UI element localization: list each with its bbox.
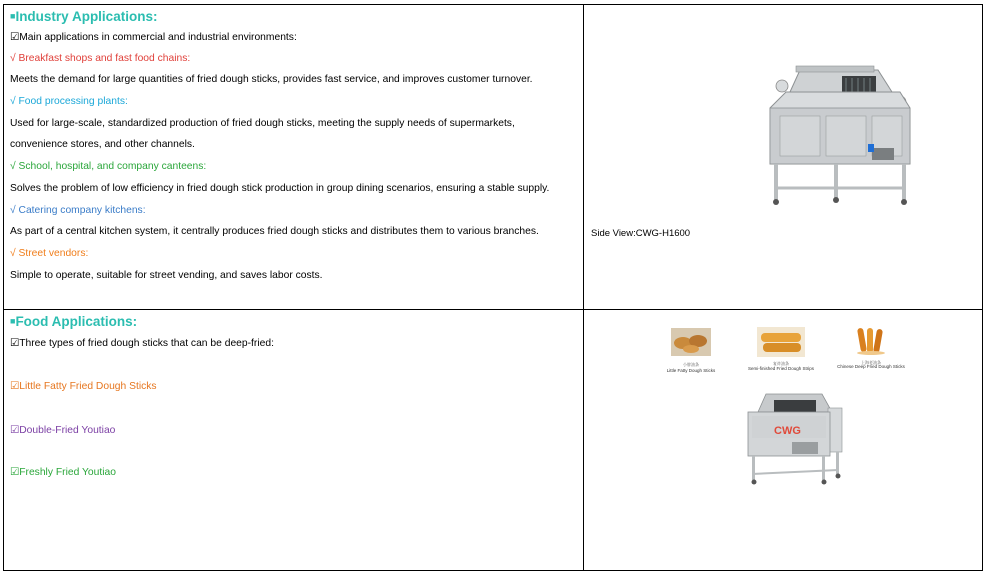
food-title	[10, 314, 137, 329]
square-bullet-icon: ■	[10, 316, 16, 326]
square-bullet-icon: ■	[10, 11, 16, 21]
deep-fried-label-zh: 上海老油条	[861, 360, 881, 365]
little-fatty-label-zh: 小胖油条	[683, 362, 699, 367]
side-view-caption: Side View:CWG-H1600	[591, 228, 691, 239]
industry-intro: ☑Main applications in commercial and industrial environments:	[10, 32, 297, 43]
industry-body-street: Simple to operate, suitable for street vending, and saves labor costs.	[10, 270, 323, 281]
semi-finished-label-en: Semi-finished Fried Dough Strips	[747, 366, 815, 371]
food-item-little-fatty: ☑Little Fatty Fried Dough Sticks	[10, 381, 157, 392]
row-divider	[3, 309, 983, 310]
industry-body-breakfast: Meets the demand for large quantities of fried dough sticks, provides fast service, and improves customer turnover.	[10, 74, 533, 85]
industry-heading-food-plants: √ Food processing plants:	[10, 96, 128, 107]
semi-finished-thumbnail	[757, 327, 805, 357]
semi-finished-label-zh: 复炸油条	[773, 361, 789, 366]
little-fatty-label-en: Little Fatty Dough Sticks	[666, 368, 716, 373]
cwg-logo-text: CWG	[774, 425, 801, 437]
food-item-double-fried: ☑Double-Fried Youtiao	[10, 425, 116, 436]
industry-body-food-plants-2: convenience stores, and other channels.	[10, 139, 195, 150]
food-item-freshly-fried: ☑Freshly Fried Youtiao	[10, 467, 116, 478]
industry-heading-street: √ Street vendors:	[10, 248, 89, 259]
industry-body-canteens: Solves the problem of low efficiency in fried dough stick production in group dining scenarios, ensuring a stable supply.	[10, 183, 550, 194]
industry-body-food-plants-1: Used for large-scale, standardized production of fried dough sticks, meeting the supply needs of supermarkets,	[10, 118, 515, 129]
food-title-text: Food Applications:	[15, 314, 138, 329]
little-fatty-thumbnail	[671, 328, 711, 356]
side-view-machine-image	[760, 64, 916, 206]
deep-fried-thumbnail	[851, 326, 891, 356]
industry-title	[10, 9, 157, 24]
industry-heading-canteens: √ School, hospital, and company canteens:	[10, 161, 207, 172]
cwg-machine-image	[744, 390, 846, 490]
column-divider	[583, 4, 584, 571]
industry-body-catering: As part of a central kitchen system, it centrally produces fried dough sticks and distributes them to various branches.	[10, 226, 539, 237]
deep-fried-label-en: Chinese Deep Fried Dough Sticks	[837, 364, 905, 369]
food-intro: ☑Three types of fried dough sticks that can be deep-fried:	[10, 338, 274, 349]
industry-heading-catering: √ Catering company kitchens:	[10, 205, 146, 216]
industry-title-text: Industry Applications:	[15, 9, 158, 24]
industry-heading-breakfast: √ Breakfast shops and fast food chains:	[10, 53, 191, 64]
